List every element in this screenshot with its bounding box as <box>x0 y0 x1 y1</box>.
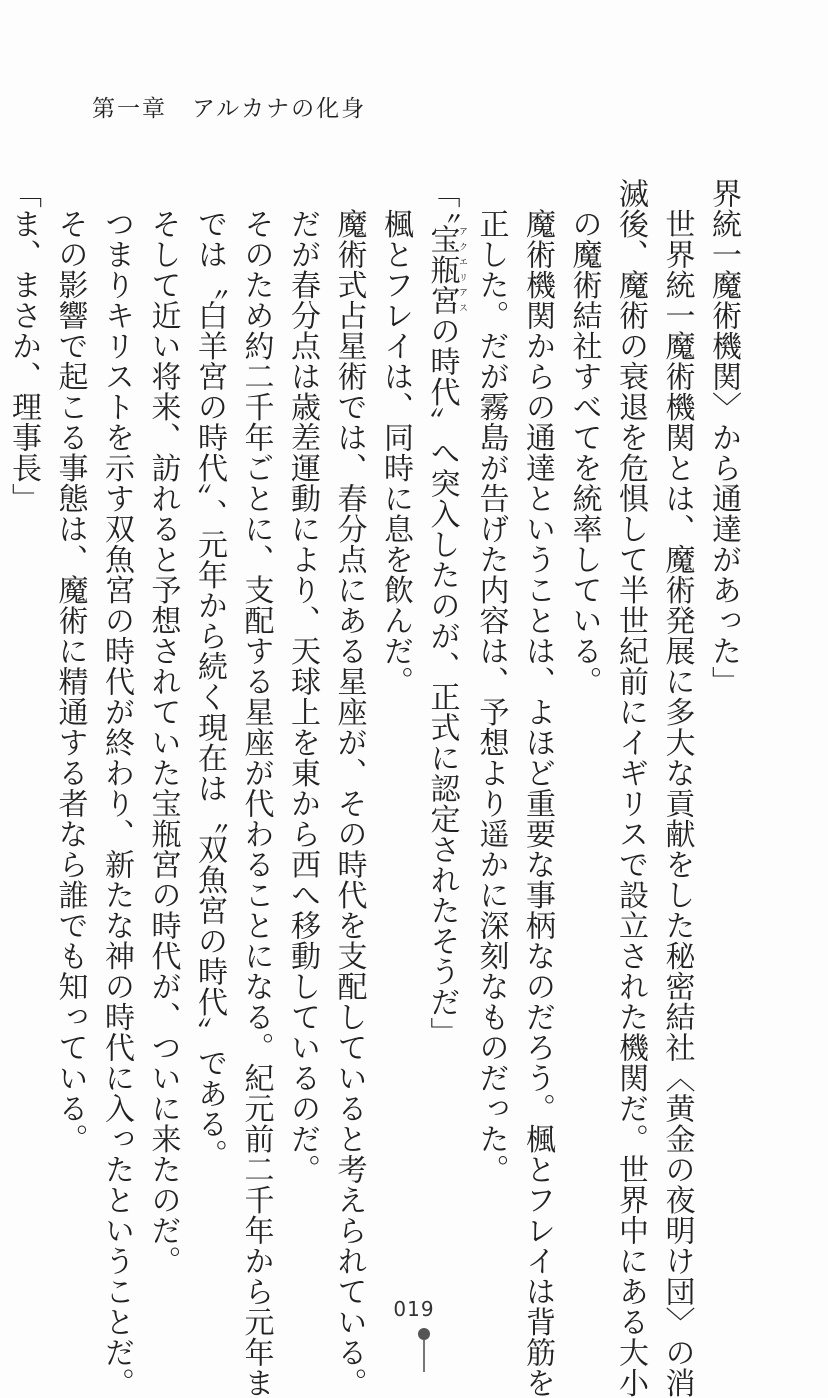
text-line: そのため約二千年ごとに、支配する星座が代わることになる。紀元前二千年から元年ま <box>238 178 274 1398</box>
text-line: 魔術式占星術では、春分点にある星座が、その時代を支配していると考えられている。 <box>331 178 367 1398</box>
page-number: 019 <box>393 1297 435 1321</box>
text-line: 正した。だが霧島が告げた内容は、予想より遥かに深刻なものだった。 <box>473 178 509 1185</box>
text-line: 楓とフレイは、同時に息を飲んだ。 <box>378 178 413 697</box>
text-line: 滅後、魔術の衰退を危惧して半世紀前にイギリスで設立された機関だ。世界中にある大小 <box>613 178 648 1398</box>
text-line: 界統一魔術機関〉から通達があった」 <box>706 178 741 697</box>
text-line: つまりキリストを示す双魚宮の時代が終わり、新たな神の時代に入ったということだ。 <box>99 178 134 1398</box>
page-marker <box>418 1328 430 1372</box>
chapter-header: 第一章 アルカナの化身 <box>92 96 367 122</box>
text-line: 「ま、まさか、理事長」 <box>6 178 41 514</box>
marker-line <box>423 1340 425 1372</box>
text-line-quote: 「〝宝瓶宮アクエリアスの時代〟へ突入したのが、正式に認定されたそうだ」 <box>424 178 467 1048</box>
marker-dot <box>418 1328 430 1340</box>
text-line: その影響で起こる事態は、魔術に精通する者なら誰でも知っている。 <box>52 178 88 1154</box>
ruby-aquarius: 宝瓶宮アクエリアス <box>424 224 467 316</box>
text-line: そして近い将来、訪れると予想されていた宝瓶宮の時代が、ついに来たのだ。 <box>145 178 181 1276</box>
text-line: 世界統一魔術機関とは、魔術発展に多大な貢献をした秘密結社〈黄金の夜明け団〉の消 <box>659 178 695 1398</box>
text-line: の魔術結社すべてを統率している。 <box>566 178 602 697</box>
text-line: では〝白羊宮の時代〟、元年から続く現在は〝双魚宮の時代〟である。 <box>192 178 227 1170</box>
text-line: 魔術機関からの通達ということは、よほど重要な事柄なのだろう。楓とフレイは背筋を <box>520 178 555 1398</box>
text-line: だが春分点は歳差運動により、天球上を東から西へ移動しているのだ。 <box>285 178 320 1185</box>
